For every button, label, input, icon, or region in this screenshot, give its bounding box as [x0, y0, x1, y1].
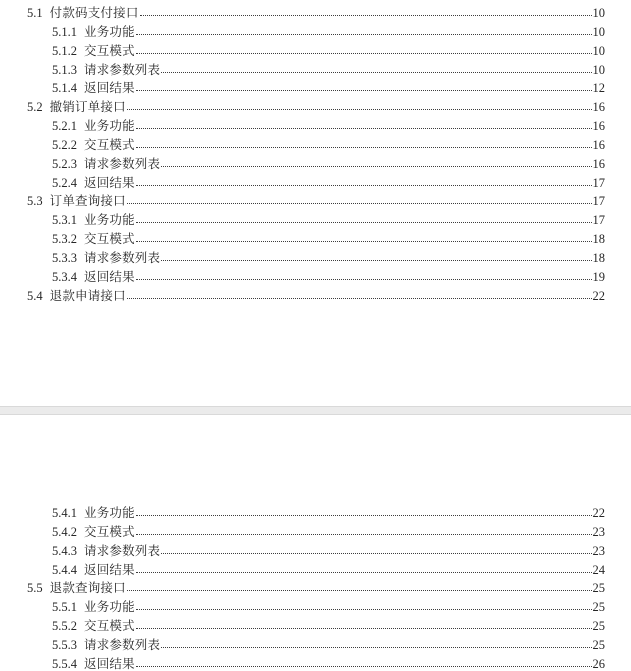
toc-entry-number: 5.1.1: [52, 24, 77, 39]
toc-page-number: 18: [592, 250, 605, 265]
toc-page-number: 25: [592, 637, 605, 652]
toc-entry-title: 撤销订单接口: [49, 100, 126, 115]
toc-leader-dots: [161, 647, 591, 648]
toc-entry-number: 5.4: [27, 288, 43, 303]
toc-leader-dots: [136, 609, 592, 610]
toc-leader-dots: [136, 628, 592, 629]
toc-entry[interactable]: [0, 23, 605, 42]
toc-entry[interactable]: [0, 117, 605, 136]
toc-page-number: 16: [592, 137, 605, 152]
toc-page-number: 18: [592, 232, 605, 247]
toc-entry-number: 5.4.1: [52, 506, 77, 520]
toc-leader-dots: [136, 515, 592, 516]
toc-leader-dots: [161, 166, 591, 167]
toc-page-number: 12: [592, 81, 605, 96]
toc-entry-title: 请求参数列表: [84, 62, 161, 77]
toc-page-number: 25: [592, 619, 605, 634]
toc-entry-number: 5.5.1: [52, 600, 77, 615]
toc-entry-number: 5.2.3: [52, 156, 77, 171]
toc-entry-number: 5.4.2: [52, 524, 77, 539]
toc-entry-title: 交互模式: [84, 619, 135, 634]
toc-entry[interactable]: [0, 136, 605, 155]
toc-leader-dots: [161, 72, 591, 73]
toc-entry[interactable]: [0, 523, 605, 542]
toc-page-number: 22: [592, 288, 605, 303]
toc-entry[interactable]: [0, 249, 605, 268]
toc-entry-title: 请求参数列表: [84, 250, 161, 265]
toc-entry-number: 5.5: [27, 581, 43, 596]
toc-entry-number: 5.3.1: [52, 213, 77, 228]
toc-page-number: 17: [592, 213, 605, 228]
toc-leader-dots: [127, 590, 592, 591]
page-break-separator: [0, 406, 631, 415]
toc-leader-dots: [136, 666, 592, 667]
toc-entry-title: 业务功能: [84, 119, 135, 134]
toc-entry[interactable]: [0, 598, 605, 617]
toc-entry[interactable]: [0, 192, 605, 211]
toc-entry[interactable]: [0, 79, 605, 98]
toc-entry-number: 5.3.4: [52, 269, 77, 284]
toc-entry-title: 交互模式: [84, 232, 135, 247]
toc-page-number: 10: [592, 62, 605, 77]
toc-leader-dots: [136, 34, 592, 35]
toc-entry[interactable]: [0, 542, 605, 561]
toc-entry[interactable]: [0, 230, 605, 249]
toc-entry-number: 5.4.4: [52, 562, 77, 577]
toc-leader-dots: [136, 147, 592, 148]
toc-entry-title: 交互模式: [84, 137, 135, 152]
toc-entry-number: 5.4.3: [52, 543, 77, 558]
toc-entry[interactable]: [0, 61, 605, 80]
toc-leader-dots: [136, 128, 592, 129]
toc-entry-number: 5.3.3: [52, 250, 77, 265]
toc-entry-number: 5.1: [27, 6, 43, 20]
toc-leader-dots: [136, 53, 592, 54]
toc-entry[interactable]: [0, 561, 605, 580]
toc-entry-number: 5.5.3: [52, 637, 77, 652]
toc-page-2: [0, 415, 631, 671]
toc-leader-dots: [136, 279, 592, 280]
toc-entry-title: 退款查询接口: [49, 581, 126, 596]
toc-page-number: 23: [592, 543, 605, 558]
toc-entry-title: 交互模式: [84, 524, 135, 539]
toc-page-number: 16: [592, 156, 605, 171]
toc-entry-title: 请求参数列表: [84, 637, 161, 652]
toc-entry-title: 返回结果: [84, 269, 135, 284]
toc-entry-title: 业务功能: [84, 600, 135, 615]
toc-entry-title: 订单查询接口: [49, 194, 126, 209]
toc-entry-number: 5.2.4: [52, 175, 77, 190]
toc-entry[interactable]: [0, 617, 605, 636]
toc-entry-number: 5.1.3: [52, 62, 77, 77]
toc-entry-title: 返回结果: [84, 656, 135, 671]
toc-entry-title: 业务功能: [84, 24, 135, 39]
toc-page-number: 19: [592, 269, 605, 284]
toc-entry-title: 交互模式: [84, 43, 135, 58]
toc-entry-number: 5.2: [27, 100, 43, 115]
toc-entry[interactable]: [0, 636, 605, 655]
toc-page-number: 17: [592, 175, 605, 190]
toc-page-number: 17: [592, 194, 605, 209]
toc-entry-title: 请求参数列表: [84, 156, 161, 171]
toc-entry-number: 5.1.4: [52, 81, 77, 96]
toc-page-number: 23: [592, 524, 605, 539]
toc-entry[interactable]: [0, 287, 605, 306]
toc-entry[interactable]: [0, 504, 605, 523]
toc-page-number: 24: [592, 562, 605, 577]
toc-entry[interactable]: [0, 155, 605, 174]
toc-entry-number: 5.5.2: [52, 619, 77, 634]
toc-entry[interactable]: [0, 211, 605, 230]
toc-entry-number: 5.2.2: [52, 137, 77, 152]
toc-entry-number: 5.2.1: [52, 119, 77, 134]
toc-page-number: 25: [592, 581, 605, 596]
toc-entry-number: 5.1.2: [52, 43, 77, 58]
toc-leader-dots: [161, 553, 591, 554]
toc-entry-title: 返回结果: [84, 81, 135, 96]
toc-leader-dots: [140, 15, 592, 16]
toc-page-number: 10: [592, 24, 605, 39]
toc-entry[interactable]: [0, 42, 605, 61]
toc-leader-dots: [127, 298, 592, 299]
toc-entry-title: 业务功能: [84, 213, 135, 228]
toc-leader-dots: [136, 572, 592, 573]
toc-entry[interactable]: [0, 579, 605, 598]
toc-entry[interactable]: [0, 174, 605, 193]
toc-leader-dots: [136, 222, 592, 223]
toc-entry-title: 退款申请接口: [49, 288, 126, 303]
toc-leader-dots: [136, 90, 592, 91]
toc-leader-dots: [127, 109, 592, 110]
toc-leader-dots: [136, 534, 592, 535]
toc-entry[interactable]: [0, 4, 605, 23]
toc-leader-dots: [127, 203, 592, 204]
toc-page-number: 10: [592, 6, 605, 20]
toc-entry-number: 5.3: [27, 194, 43, 209]
toc-entry[interactable]: [0, 98, 605, 117]
toc-entry-title: 业务功能: [84, 506, 135, 520]
toc-page-number: 16: [592, 119, 605, 134]
toc-entry-number: 5.3.2: [52, 232, 77, 247]
toc-page-number: 26: [592, 656, 605, 671]
toc-page-number: 22: [592, 506, 605, 520]
toc-leader-dots: [136, 185, 592, 186]
toc-page-number: 10: [592, 43, 605, 58]
toc-entry-title: 付款码支付接口: [49, 6, 139, 20]
toc-entry-title: 请求参数列表: [84, 543, 161, 558]
toc-entry[interactable]: [0, 268, 605, 287]
toc-page-number: 25: [592, 600, 605, 615]
toc-leader-dots: [136, 241, 592, 242]
toc-leader-dots: [161, 260, 591, 261]
toc-entry-number: 5.5.4: [52, 656, 77, 671]
toc-entry[interactable]: [0, 655, 605, 671]
toc-page-number: 16: [592, 100, 605, 115]
toc-entry-title: 返回结果: [84, 562, 135, 577]
toc-entry-title: 返回结果: [84, 175, 135, 190]
